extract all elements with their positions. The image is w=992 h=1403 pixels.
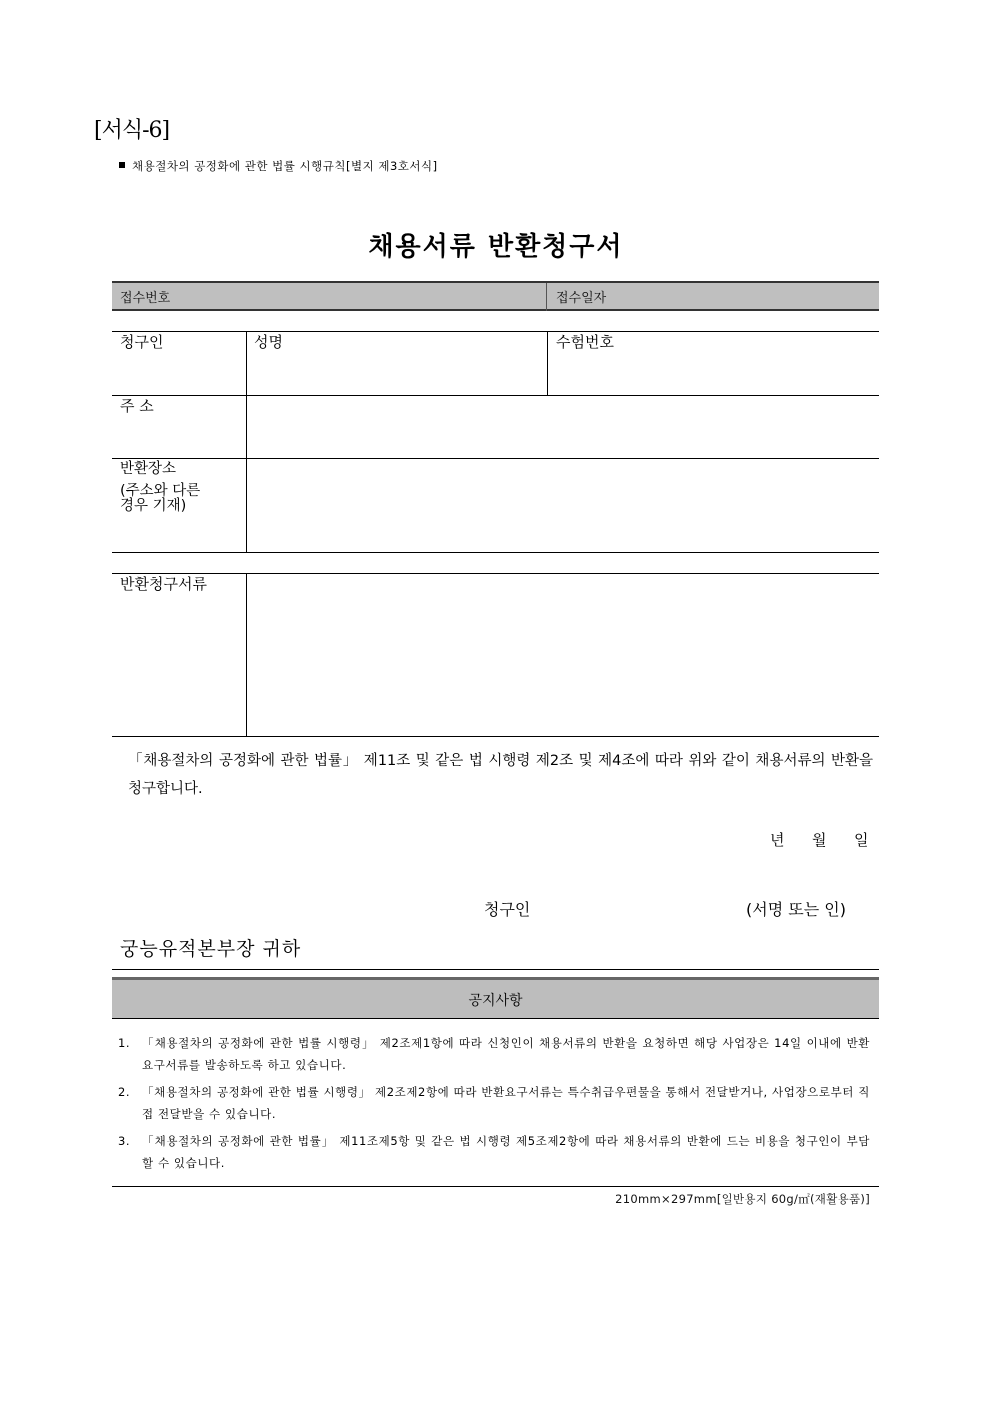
documents-divider — [246, 573, 247, 736]
receipt-info-bar — [112, 281, 879, 311]
label-column-divider — [246, 331, 247, 552]
documents-bottom-rule — [112, 736, 879, 737]
notice-item — [118, 1130, 870, 1174]
notice-item-text: 「채용절차의 공정화에 관한 법률」 제11조제5항 및 같은 법 시행령 제5조제2항에 따라 채용서류의 반환에 드는 비용을 청구인이 부담할 수 있습니다. — [142, 1134, 870, 1170]
exam-number-label: 수험번호 — [556, 333, 614, 351]
recipient: 궁능유적본부장 귀하 — [120, 938, 302, 960]
date-year: 년 — [770, 831, 785, 849]
applicant-label: 청구인 — [120, 333, 164, 351]
footer-rule — [112, 1186, 879, 1187]
notice-title: 공지사항 — [468, 993, 523, 1009]
date-day: 일 — [854, 831, 869, 849]
signer-label: 청구인 — [484, 900, 531, 919]
table-bottom-rule — [112, 552, 879, 553]
return-place-note-1: (주소와 다른 — [120, 483, 201, 499]
name-exam-divider — [547, 331, 548, 395]
divider — [546, 283, 547, 311]
documents-label: 반환청구서류 — [120, 575, 207, 593]
receipt-number-label: 접수번호 — [120, 291, 171, 306]
legal-source-text: 채용절차의 공정화에 관한 법률 시행규칙[별지 제3호서식] — [132, 159, 438, 173]
notice-item-number: 3. — [118, 1134, 131, 1148]
exam-number-field[interactable] — [556, 333, 614, 351]
notice-item — [118, 1032, 870, 1076]
document-title: 채용서류 반환청구서 — [368, 232, 624, 262]
notice-item-text: 「채용절차의 공정화에 관한 법률 시행령」 제2조제2항에 따라 반환요구서류는 특수취급우편물을 통해서 전달받거나, 사업장으로부터 직접 전달받을 수 있습니다. — [142, 1085, 870, 1121]
row-rule — [112, 458, 879, 459]
table-top-rule — [112, 331, 879, 332]
legal-source — [119, 158, 438, 174]
paper-spec: 210mm×297mm[일반용지 60g/㎡(재활용품)] — [615, 1192, 870, 1206]
notice-top-rule — [112, 969, 879, 970]
notice-item-text: 「채용절차의 공정화에 관한 법률 시행령」 제2조제1항에 따라 신청인이 채용서류의 반환을 요청하면 해당 사업장은 14일 이내에 반환요구서류를 발송하도록 하고 있습니다. — [142, 1036, 870, 1072]
name-field[interactable] — [254, 333, 283, 351]
request-statement: 「채용절차의 공정화에 관한 법률」 제11조 및 같은 법 시행령 제2조 및 제4조에 따라 위와 같이 채용서류의 반환을 청구합니다. — [128, 753, 873, 797]
notice-list — [118, 1032, 870, 1179]
name-label: 성명 — [254, 333, 283, 351]
notice-header — [112, 977, 879, 1019]
form-number-label: [서식-6] — [94, 118, 170, 143]
return-place-note-2: 경우 기재) — [120, 498, 187, 514]
return-place-label: 반환장소 — [120, 461, 177, 477]
notice-item-number: 2. — [118, 1085, 131, 1099]
return-place-field[interactable] — [248, 460, 878, 550]
notice-item-number: 1. — [118, 1036, 131, 1050]
row-rule — [112, 395, 879, 396]
sign-note: (서명 또는 인) — [746, 900, 846, 919]
address-field[interactable] — [248, 397, 878, 457]
documents-field[interactable] — [248, 575, 878, 733]
address-label: 주 소 — [120, 397, 154, 415]
documents-top-rule — [112, 573, 879, 574]
receipt-date-label: 접수일자 — [556, 291, 607, 306]
square-bullet-icon — [119, 162, 125, 168]
notice-item — [118, 1081, 870, 1125]
date-month: 월 — [812, 831, 827, 849]
